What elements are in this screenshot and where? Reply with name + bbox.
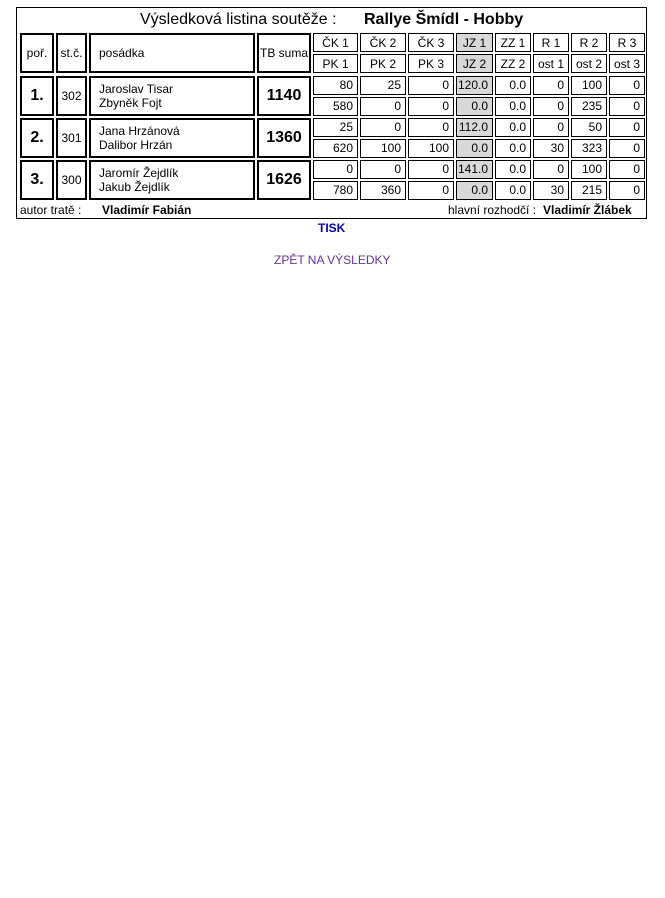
row-value-bottom-6: 30 xyxy=(533,181,569,200)
header-bottom-8: ost 3 xyxy=(609,54,645,73)
row-value-top-4: 141.0 xyxy=(456,160,493,179)
header-start-no: st.č. xyxy=(56,33,87,73)
row-value-bottom-5: 0.0 xyxy=(495,139,531,158)
row-value-bottom-2: 360 xyxy=(360,181,406,200)
header-bottom-6: ost 1 xyxy=(533,54,569,73)
row-value-bottom-2: 100 xyxy=(360,139,406,158)
crew-driver: Jaromír Žejdlík xyxy=(99,166,179,180)
row-value-bottom-4: 0.0 xyxy=(456,181,493,200)
row-value-bottom-1: 620 xyxy=(313,139,358,158)
row-start-no: 301 xyxy=(56,118,87,158)
row-sum: 1626 xyxy=(257,160,311,200)
crew-driver: Jana Hrzánová xyxy=(99,124,180,138)
row-value-bottom-5: 0.0 xyxy=(495,97,531,116)
row-value-top-1: 0 xyxy=(313,160,358,179)
header-top-2: ČK 2 xyxy=(360,33,406,52)
row-start-no: 302 xyxy=(56,76,87,116)
back-to-results-link[interactable]: ZPĚT NA VÝSLEDKY xyxy=(274,253,391,267)
row-value-top-6: 0 xyxy=(533,160,569,179)
header-rank: poř. xyxy=(20,33,54,73)
row-value-bottom-4: 0.0 xyxy=(456,97,493,116)
results-title-label: Výsledková listina soutěže : xyxy=(140,11,337,28)
judge-name: Vladimír Žlábek xyxy=(543,203,632,217)
row-rank: 1. xyxy=(20,76,54,116)
row-value-bottom-8: 0 xyxy=(609,97,645,116)
row-value-top-8: 0 xyxy=(609,160,645,179)
row-value-top-3: 0 xyxy=(408,118,454,137)
crew-codriver: Dalibor Hrzán xyxy=(99,138,173,152)
header-bottom-2: PK 2 xyxy=(360,54,406,73)
row-value-bottom-7: 215 xyxy=(571,181,607,200)
row-rank: 3. xyxy=(20,160,54,200)
row-crew xyxy=(89,76,255,116)
row-value-top-3: 0 xyxy=(408,76,454,95)
author-name: Vladimír Fabián xyxy=(102,203,192,217)
row-start-no: 300 xyxy=(56,160,87,200)
judge-label: hlavní rozhodčí : xyxy=(448,203,537,217)
row-value-top-6: 0 xyxy=(533,76,569,95)
row-value-bottom-3: 0 xyxy=(408,181,454,200)
competition-name: Rallye Šmídl - Hobby xyxy=(364,11,524,28)
header-sum: TB suma xyxy=(257,33,311,73)
row-sum: 1140 xyxy=(257,76,311,116)
header-top-1: ČK 1 xyxy=(313,33,358,52)
row-crew xyxy=(89,160,255,200)
row-value-top-6: 0 xyxy=(533,118,569,137)
row-crew xyxy=(89,118,255,158)
row-value-bottom-2: 0 xyxy=(360,97,406,116)
header-bottom-1: PK 1 xyxy=(313,54,358,73)
header-bottom-5: ZZ 2 xyxy=(495,54,531,73)
row-value-bottom-7: 323 xyxy=(571,139,607,158)
header-top-7: R 2 xyxy=(571,33,607,52)
header-top-6: R 1 xyxy=(533,33,569,52)
row-rank: 2. xyxy=(20,118,54,158)
header-top-5: ZZ 1 xyxy=(495,33,531,52)
row-value-top-3: 0 xyxy=(408,160,454,179)
row-value-bottom-4: 0.0 xyxy=(456,139,493,158)
row-value-bottom-1: 580 xyxy=(313,97,358,116)
print-link[interactable]: TISK xyxy=(318,221,346,235)
header-bottom-3: PK 3 xyxy=(408,54,454,73)
header-top-3: ČK 3 xyxy=(408,33,454,52)
header-crew: posádka xyxy=(89,33,255,73)
crew-codriver: Jakub Žejdlík xyxy=(99,180,170,194)
row-value-top-2: 0 xyxy=(360,160,406,179)
row-value-bottom-3: 100 xyxy=(408,139,454,158)
row-value-bottom-1: 780 xyxy=(313,181,358,200)
row-value-bottom-8: 0 xyxy=(609,139,645,158)
row-value-top-5: 0.0 xyxy=(495,118,531,137)
row-value-bottom-7: 235 xyxy=(571,97,607,116)
row-value-bottom-3: 0 xyxy=(408,97,454,116)
header-top-4: JZ 1 xyxy=(456,33,493,52)
row-value-top-1: 80 xyxy=(313,76,358,95)
row-value-top-2: 0 xyxy=(360,118,406,137)
row-value-top-4: 112.0 xyxy=(456,118,493,137)
row-value-bottom-6: 0 xyxy=(533,97,569,116)
row-value-top-8: 0 xyxy=(609,76,645,95)
header-bottom-7: ost 2 xyxy=(571,54,607,73)
row-value-top-7: 100 xyxy=(571,160,607,179)
row-value-top-8: 0 xyxy=(609,118,645,137)
header-top-8: R 3 xyxy=(609,33,645,52)
row-value-top-5: 0.0 xyxy=(495,160,531,179)
row-value-bottom-6: 30 xyxy=(533,139,569,158)
row-value-top-1: 25 xyxy=(313,118,358,137)
header-bottom-4: JZ 2 xyxy=(456,54,493,73)
results-table xyxy=(16,7,647,219)
crew-driver: Jaroslav Tisar xyxy=(99,82,174,96)
author-label: autor tratě : xyxy=(20,203,82,217)
row-value-top-5: 0.0 xyxy=(495,76,531,95)
row-value-top-7: 50 xyxy=(571,118,607,137)
row-value-bottom-5: 0.0 xyxy=(495,181,531,200)
row-value-top-2: 25 xyxy=(360,76,406,95)
row-value-top-7: 100 xyxy=(571,76,607,95)
row-value-bottom-8: 0 xyxy=(609,181,645,200)
row-sum: 1360 xyxy=(257,118,311,158)
row-value-top-4: 120.0 xyxy=(456,76,493,95)
crew-codriver: Zbyněk Fojt xyxy=(99,96,162,110)
